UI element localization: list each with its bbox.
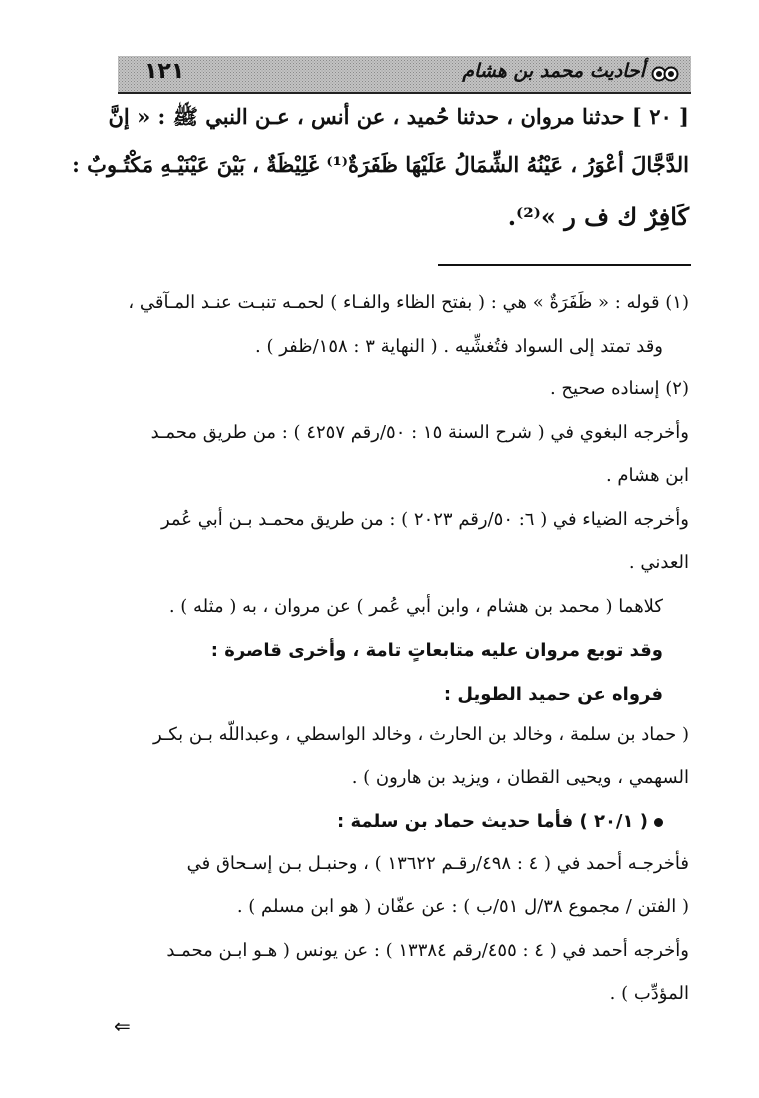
footnote-2-line-4: وأخرجه الضياء في ( ٦: ٥٠/رقم ٢٠٢٣ ) : من طريق محمـد بـن أبي عُمر <box>160 509 689 530</box>
narrators-line-2: السهمي ، ويحيى القطان ، ويزيد بن هارون ) . <box>351 767 689 788</box>
footnote-2-line-1: (٢) إسناده صحيح . <box>549 378 689 399</box>
ahmad-1-line-1: فأخرجـه أحمد في ( ٤ : ٤٩٨/رقـم ١٣٦٢٢ ) ، وحنبـل بـن إسـحاق في <box>186 853 689 874</box>
footnote-divider <box>438 264 691 266</box>
page-header <box>118 56 691 94</box>
footnote-2-line-5: العدني . <box>628 552 689 573</box>
footnote-2-line-6: كلاهما ( محمد بن هشام ، وابن أبي عُمر ) عن مروان ، به ( مثله ) . <box>168 596 663 617</box>
continue-arrow-icon: ⇐ <box>114 1014 131 1038</box>
ahmad-2-line-2: المؤدِّب ) . <box>609 983 689 1004</box>
header-title-text: أحاديث محمد بن هشام <box>462 60 645 82</box>
hammad-heading-text: ( ٢٠/١ ) فأما حديث حماد بن سلمة : <box>337 811 648 832</box>
hadith-line-1: [ ٢٠ ] حدثنا مروان ، حدثنا حُميد ، عن أنس ، عـن النبي ﷺ : « إنَّ <box>108 104 689 129</box>
humaid-heading: فرواه عن حميد الطويل : <box>443 684 663 705</box>
footnote-2-line-3: ابن هشام . <box>605 465 689 486</box>
bullet-dot-icon <box>654 818 663 827</box>
header-title <box>462 60 681 82</box>
hadith-line-3: كَافِرٌ ك ف ر »⁽²⁾. <box>507 202 689 231</box>
hammad-heading <box>63 811 663 832</box>
footnote-1-line-1: (١) قوله : « ظَفَرَةٌ » هي : ( بفتح الظاء والفـاء ) لحمـه تنبـت عنـد المـآقي ، <box>128 292 689 313</box>
mutabaat-heading: وقد توبع مروان عليه متابعاتٍ تامة ، وأخرى قاصرة : <box>210 640 663 661</box>
page-number: ١٢١ <box>144 59 185 84</box>
footnote-2-line-2: وأخرجه البغوي في ( شرح السنة ١٥ : ٥٠/رقم ٤٢٥٧ ) : من طريق محمـد <box>150 422 689 443</box>
ahmad-2-line-1: وأخرجه أحمد في ( ٤ : ٤٥٥/رقم ١٣٣٨٤ ) : عن يونس ( هـو ابـن محمـد <box>166 940 689 961</box>
hadith-line-2: الدَّجَّالَ أعْوَرُ ، عَيْنُهُ الشِّمَالُ عَلَيْهَا ظَفَرَةٌ⁽¹⁾ غَلِيْظَةٌ ، بَيْنَ عَيْنَيْـهِ مَكْتُـوبٌ : <box>72 152 689 177</box>
ahmad-1-line-2: ( الفتن / مجموع ٣٨/ل ٥١/ب ) : عن عفّان ( هو ابن مسلم ) . <box>236 896 689 917</box>
narrators-line-1: ( حماد بن سلمة ، وخالد بن الحارث ، وخالد الواسطي ، وعبداللّه بـن بكـر <box>153 724 689 745</box>
footnote-1-line-2: وقد تمتد إلى السواد فتُغشِّيه . ( النهاية ٣ : ١٥٨/ظفر ) . <box>255 336 663 357</box>
